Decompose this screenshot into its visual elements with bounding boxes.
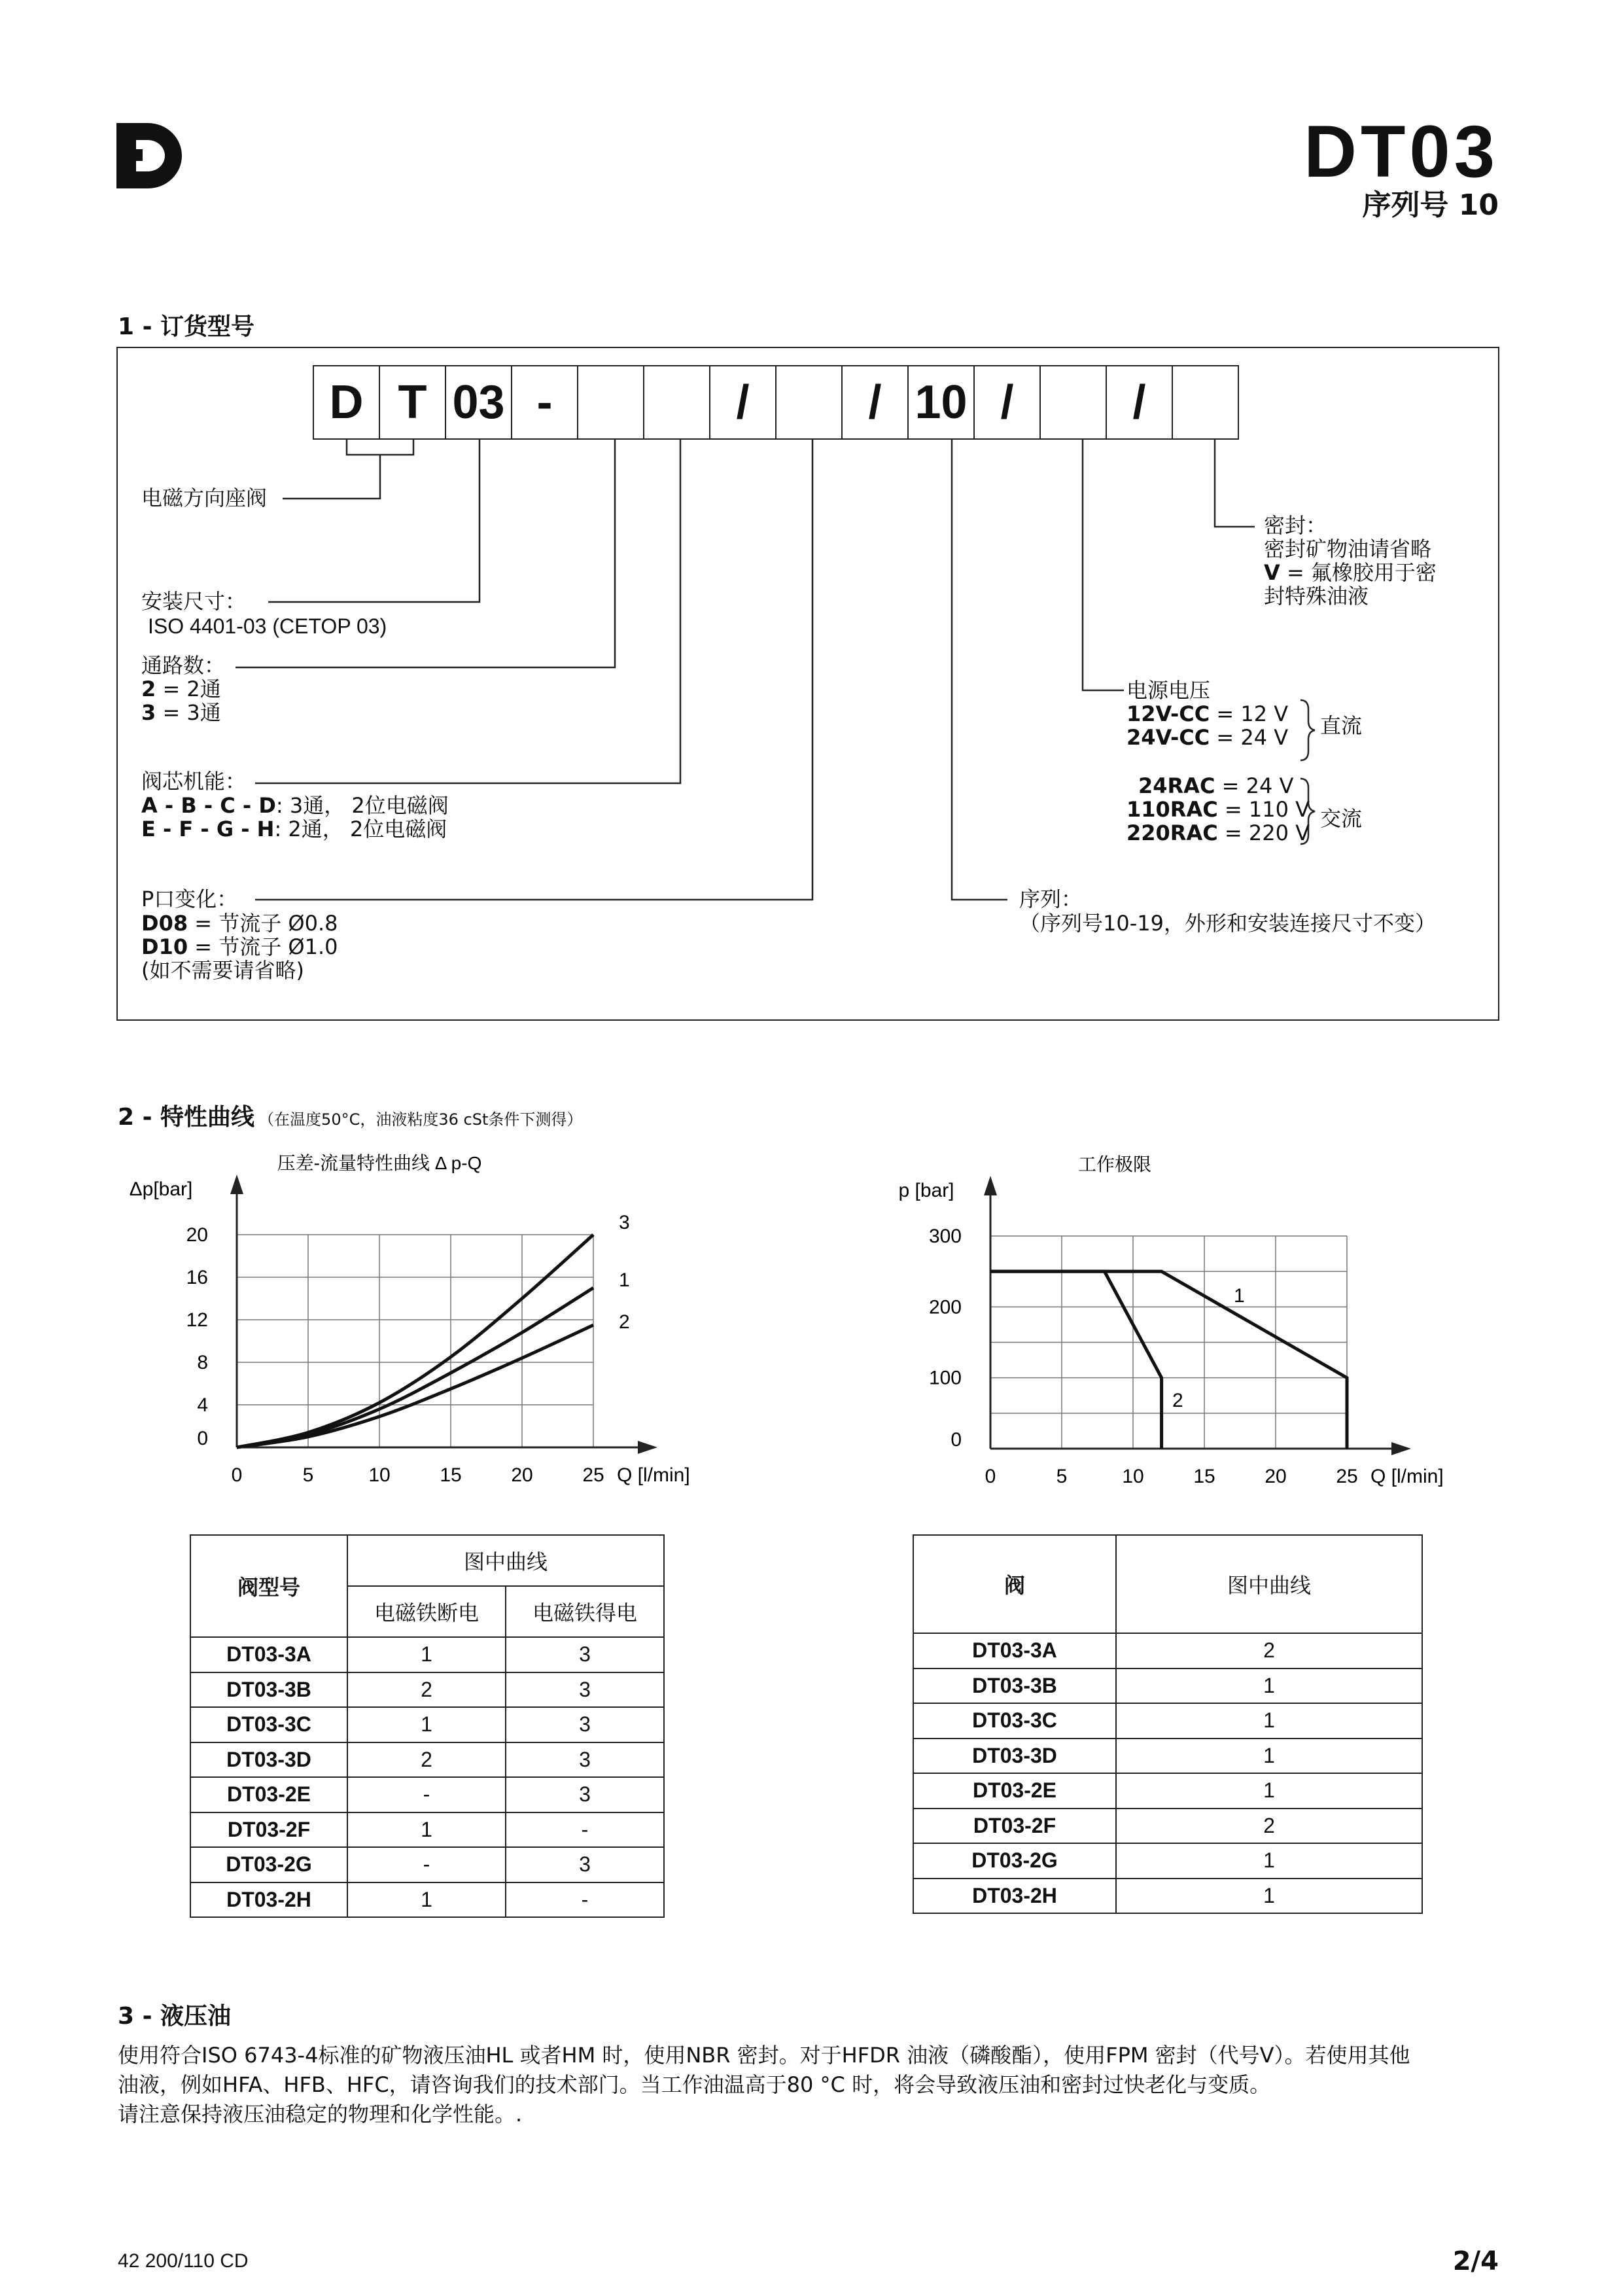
x-tick-label: 25 (582, 1464, 604, 1486)
mount-label: 安装尺寸： (141, 589, 247, 614)
ways-option-2: 2 = 2通 (141, 677, 221, 701)
table1-curve-cell: 3 (506, 1637, 664, 1672)
voltage-110rac: 110RAC = 110 V (1126, 797, 1310, 822)
voltage-ac-label: 交流 (1320, 806, 1363, 831)
table2-row (913, 1669, 1422, 1704)
seal-line-v: V = 氟橡胶用于密 (1264, 560, 1437, 585)
table2-row (913, 1773, 1422, 1809)
table2-valve-cell: DT03-2G (913, 1843, 1116, 1879)
y-tick-label: 100 (928, 1367, 962, 1389)
x-tick-label: 25 (1336, 1466, 1358, 1487)
table1-valve-cell: DT03-3B (190, 1672, 347, 1708)
table1-valve-cell: DT03-2E (190, 1777, 347, 1812)
table1-valve-cell: DT03-2F (190, 1812, 347, 1848)
table1-row (190, 1672, 664, 1708)
y-tick-label: 200 (928, 1296, 962, 1318)
y-axis-arrow (984, 1176, 997, 1195)
table1-curve-cell: 3 (506, 1707, 664, 1742)
table2-valve-cell: DT03-3B (913, 1669, 1116, 1704)
series-label: 序列： (1019, 887, 1083, 911)
section3-line3: 请注意保持液压油稳定的物理和化学性能。. (118, 2102, 523, 2127)
code-box-13: / (1106, 365, 1173, 440)
voltage-24rac: 24RAC = 24 V (1138, 773, 1294, 798)
y-tick-label: 0 (197, 1428, 208, 1449)
series-line-1 (990, 1271, 1347, 1449)
table1-row (190, 1742, 664, 1778)
port-option-d10: D10 = 节流子 Ø1.0 (141, 934, 338, 959)
table1-curve-cell: - (347, 1847, 506, 1882)
code-leader-lines (0, 0, 1623, 1047)
section3-line2: 油液，例如HFA、HFB、HFC，请咨询我们的技术部门。当工作油温高于80 °C 时，将会导致液压油和密封过快老化与变质。 (118, 2072, 1271, 2097)
port-note: (如不需要请省略) (141, 958, 304, 983)
table1-header-on: 电磁铁得电 (506, 1586, 664, 1637)
chart-title: 压差-流量特性曲线 Δ p-Q (277, 1153, 482, 1173)
pressure-drop-chart (118, 1152, 720, 1492)
x-tick-label: 5 (302, 1464, 314, 1486)
y-tick-label: 8 (197, 1352, 208, 1373)
table2-valve-cell: DT03-3D (913, 1739, 1116, 1774)
table2-row (913, 1703, 1422, 1739)
x-tick-label: 10 (1122, 1466, 1144, 1487)
y-tick-label: 16 (186, 1267, 208, 1288)
y-tick-label: 12 (186, 1309, 208, 1331)
x-tick-label: 5 (1056, 1466, 1068, 1487)
series-label-2: 2 (619, 1311, 630, 1333)
table2-curve-cell: 2 (1116, 1633, 1422, 1669)
x-tick-label: 0 (231, 1464, 243, 1486)
seal-line3: 封特殊油液 (1264, 584, 1369, 609)
code-box-4: - (511, 365, 578, 440)
x-tick-label: 15 (440, 1464, 462, 1486)
curve-table-limits (913, 1534, 1423, 1914)
table1-row (190, 1812, 664, 1848)
port-option-d08: D08 = 节流子 Ø0.8 (141, 911, 338, 936)
port-label: P口变化： (141, 887, 238, 911)
table1-header-off: 电磁铁断电 (347, 1586, 506, 1637)
table1-row (190, 1707, 664, 1742)
ways-label: 通路数： (141, 653, 226, 678)
code-box-11: / (973, 365, 1041, 440)
table1-valve-cell: DT03-3D (190, 1742, 347, 1778)
table2-row (913, 1809, 1422, 1844)
voltage-220rac: 220RAC = 220 V (1126, 821, 1310, 845)
table2-curve-cell: 1 (1116, 1773, 1422, 1809)
x-axis-arrow (1391, 1442, 1411, 1455)
table1-curve-cell: 1 (347, 1812, 506, 1848)
mount-value: ISO 4401-03 (CETOP 03) (148, 614, 387, 638)
x-tick-label: 0 (985, 1466, 996, 1487)
x-axis-label: Q [l/min] (1370, 1466, 1444, 1487)
table1-curve-cell: - (347, 1777, 506, 1812)
spool-option-abcd: A - B - C - D: 3通， 2位电磁阀 (141, 793, 449, 818)
table1-header-curve: 图中曲线 (347, 1535, 664, 1586)
table2-header-valve: 阀 (913, 1535, 1116, 1633)
voltage-12vcc: 12V-CC = 12 V (1126, 701, 1289, 726)
table1-curve-cell: 3 (506, 1742, 664, 1778)
series-label-2: 2 (1172, 1390, 1183, 1411)
curve-table-pq (190, 1534, 665, 1918)
table1-curve-cell: - (506, 1882, 664, 1918)
code-box-2: T (379, 365, 446, 440)
voltage-label: 电源电压 (1126, 678, 1211, 703)
y-tick-label: 4 (197, 1394, 208, 1416)
series-note: （序列号10-19，外形和安装连接尺寸不变） (1019, 911, 1436, 936)
series-line-3 (237, 1235, 593, 1447)
series-label-3: 3 (619, 1212, 630, 1233)
ways-option-3: 3 = 3通 (141, 700, 221, 725)
table2-row (913, 1879, 1422, 1914)
table1-curve-cell: 2 (347, 1742, 506, 1778)
chart-title: 工作极限 (1077, 1154, 1152, 1174)
table1-curve-cell: 1 (347, 1707, 506, 1742)
y-tick-label: 300 (928, 1226, 962, 1247)
table2-valve-cell: DT03-2E (913, 1773, 1116, 1809)
code-box-3: 03 (445, 365, 512, 440)
table2-curve-cell: 1 (1116, 1843, 1422, 1879)
table1-curve-cell: 2 (347, 1672, 506, 1708)
operating-limits-chart (870, 1152, 1472, 1492)
x-tick-label: 10 (368, 1464, 391, 1486)
y-axis-arrow (230, 1174, 243, 1194)
table2-valve-cell: DT03-3A (913, 1633, 1116, 1669)
section3-line1: 使用符合ISO 6743-4标准的矿物液压油HL 或者HM 时，使用NBR 密封。对于HFDR 油液（磷酸酯），使用FPM 密封（代号V）。若使用其他 (118, 2043, 1410, 2068)
table2-curve-cell: 1 (1116, 1669, 1422, 1704)
table1-row (190, 1847, 664, 1882)
series-line-1 (237, 1288, 593, 1447)
code-box-9: / (841, 365, 909, 440)
model-title: DT03 (1304, 111, 1499, 192)
x-axis-label: Q [l/min] (617, 1464, 690, 1486)
table2-curve-cell: 1 (1116, 1879, 1422, 1914)
doc-code: 42 200/110 CD (118, 2250, 249, 2272)
spool-option-efgh: E - F - G - H: 2通， 2位电磁阀 (141, 817, 447, 841)
table2-row (913, 1739, 1422, 1774)
table1-valve-cell: DT03-3C (190, 1707, 347, 1742)
table2-valve-cell: DT03-2F (913, 1809, 1116, 1844)
solenoid-label: 电磁方向座阀 (141, 486, 268, 510)
x-tick-label: 15 (1193, 1466, 1215, 1487)
table1-row (190, 1777, 664, 1812)
x-axis-arrow (638, 1441, 657, 1454)
table1-curve-cell: 1 (347, 1637, 506, 1672)
y-tick-label: 0 (951, 1429, 962, 1451)
table2-row (913, 1633, 1422, 1669)
table1-row (190, 1637, 664, 1672)
table1-valve-cell: DT03-2H (190, 1882, 347, 1918)
voltage-24vcc: 24V-CC = 24 V (1126, 725, 1289, 750)
seal-line1: 密封矿物油请省略 (1264, 537, 1432, 561)
voltage-dc-label: 直流 (1320, 713, 1363, 738)
seal-label: 密封： (1264, 513, 1327, 538)
table1-row (190, 1882, 664, 1918)
y-tick-label: 20 (186, 1224, 208, 1246)
code-box-10: 10 (907, 365, 975, 440)
code-box-1: D (313, 365, 380, 440)
code-box-7: / (709, 365, 777, 440)
table2-valve-cell: DT03-3C (913, 1703, 1116, 1739)
series-line-2 (990, 1271, 1162, 1449)
table1-curve-cell: - (506, 1812, 664, 1848)
x-tick-label: 20 (511, 1464, 533, 1486)
table2-valve-cell: DT03-2H (913, 1879, 1116, 1914)
table2-header-curve: 图中曲线 (1116, 1535, 1422, 1633)
section3-title: 3 - 液压油 (118, 2003, 232, 2030)
table2-curve-cell: 1 (1116, 1703, 1422, 1739)
series-line-2 (237, 1325, 593, 1447)
series-number: 序列号 10 (1362, 188, 1499, 222)
section2-title: 2 - 特性曲线 （在温度50°C，油液粘度36 cSt条件下测得） (118, 1104, 583, 1131)
table2-curve-cell: 1 (1116, 1739, 1422, 1774)
series-label-1: 1 (1234, 1285, 1245, 1307)
y-axis-label: Δp[bar] (129, 1178, 193, 1200)
table1-header-valve: 阀型号 (190, 1535, 347, 1637)
table1-curve-cell: 3 (506, 1777, 664, 1812)
table1-curve-cell: 1 (347, 1882, 506, 1918)
series-label-1: 1 (619, 1269, 630, 1291)
x-tick-label: 20 (1265, 1466, 1287, 1487)
spool-label: 阀芯机能： (141, 769, 247, 794)
table2-row (913, 1843, 1422, 1879)
section1-title: 1 - 订货型号 (118, 313, 255, 340)
y-axis-label: p [bar] (898, 1180, 954, 1201)
table2-curve-cell: 2 (1116, 1809, 1422, 1844)
table1-valve-cell: DT03-2G (190, 1847, 347, 1882)
table1-valve-cell: DT03-3A (190, 1637, 347, 1672)
table1-curve-cell: 3 (506, 1847, 664, 1882)
table1-curve-cell: 3 (506, 1672, 664, 1708)
page-number: 2/4 (1452, 2246, 1499, 2276)
